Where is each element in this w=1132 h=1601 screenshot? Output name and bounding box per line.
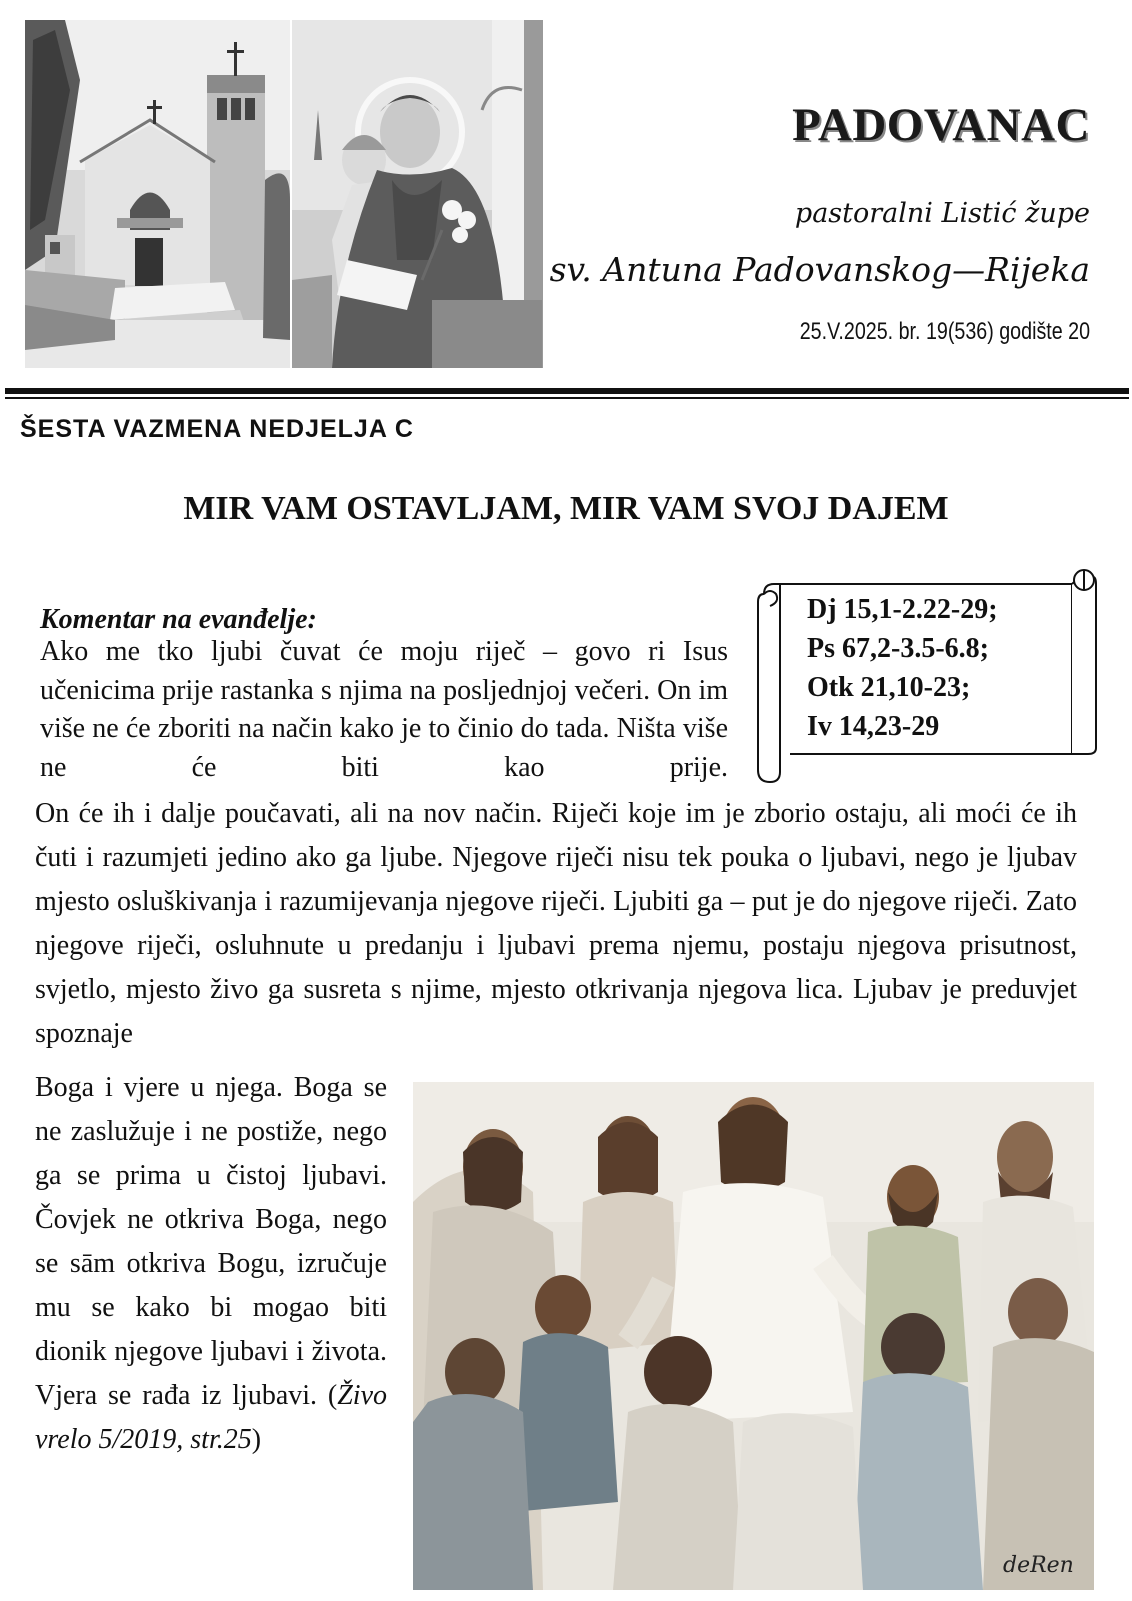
masthead-subtitle-line2: sv. Antuna Padovanskog—Rijeka <box>549 250 1090 289</box>
issue-line: 25.V.2025. br. 19(536) godište 20 <box>799 318 1090 345</box>
commentary-paragraph-1-text: Ako me tko ljubi čuvat će moju riječ – govo ri Isus učenicima prije rastanka s njima na posljednjoj večeri. On im više ne će zboriti na način kako je to činio do tada. <box>40 636 728 744</box>
readings-list <box>807 590 998 746</box>
painting-signature: deRen <box>1003 1553 1074 1578</box>
masthead-title: PADOVANAC <box>792 99 1090 151</box>
saint-anthony-photo <box>292 20 543 368</box>
commentary-paragraph-3-end: ) <box>251 1424 262 1455</box>
main-title: MIR VAM OSTAVLJAM, MIR VAM SVOJ DAJEM <box>183 490 949 527</box>
church-photo <box>25 20 290 368</box>
reading-item: Iv 14,23-29 <box>807 711 940 742</box>
reading-item: Ps 67,2-3.5-6.8; <box>807 633 989 664</box>
commentary-heading: Komentar na evanđelje: <box>40 604 317 635</box>
commentary-paragraph-1-last: Ništa više ne će biti kao prije. <box>40 713 729 783</box>
commentary-paragraph-3-text: Boga i vjere u njega. Boga se ne zaslužuje i ne postiže, nego ga se prima u čistoj ljubavi. Čovjek ne otkriva Boga, nego se sām otkriva Bogu, izručuje mu se kako bi mogao biti dionik njegove ljubavi i života. Vjera se rađa iz ljubavi. ( <box>35 1072 387 1411</box>
masthead-subtitle-line1: pastoralni Listić župe <box>794 198 1090 229</box>
header-divider-thick <box>5 388 1129 394</box>
readings-scroll <box>752 562 1104 802</box>
commentary-paragraph-1 <box>40 633 728 787</box>
jesus-disciples-painting <box>413 1082 1094 1590</box>
commentary-paragraph-3 <box>35 1066 387 1462</box>
header-divider-thin <box>5 397 1129 399</box>
sunday-label: ŠESTA VAZMENA NEDJELJA C <box>20 415 414 443</box>
reading-item: Otk 21,10-23; <box>807 672 971 703</box>
reading-item: Dj 15,1-2.22-29; <box>807 594 998 625</box>
commentary-paragraph-2: On će ih i dalje poučavati, ali na nov način. Riječi koje im je zborio ostaju, ali moći će ih čuti i razumjeti jedino ako ga ljube. Njegove riječi nisu tek pouka o ljubavi, nego je ljubav mjesto osluškivanja i razumijevanja njegove riječi. Ljubiti ga – put je do njegove riječi. Zato njegove riječi, osluhnute u predanju i ljubavi prema njemu, postaju njegova prisutnost, svjetlo, mjesto živo ga susreta s njime, mjesto otkrivanja njegova lica. Ljubav je preduvjet spoznaje <box>35 798 1077 1049</box>
commentary-source: Živo vrelo 5/2019, str.25 <box>35 1380 387 1455</box>
